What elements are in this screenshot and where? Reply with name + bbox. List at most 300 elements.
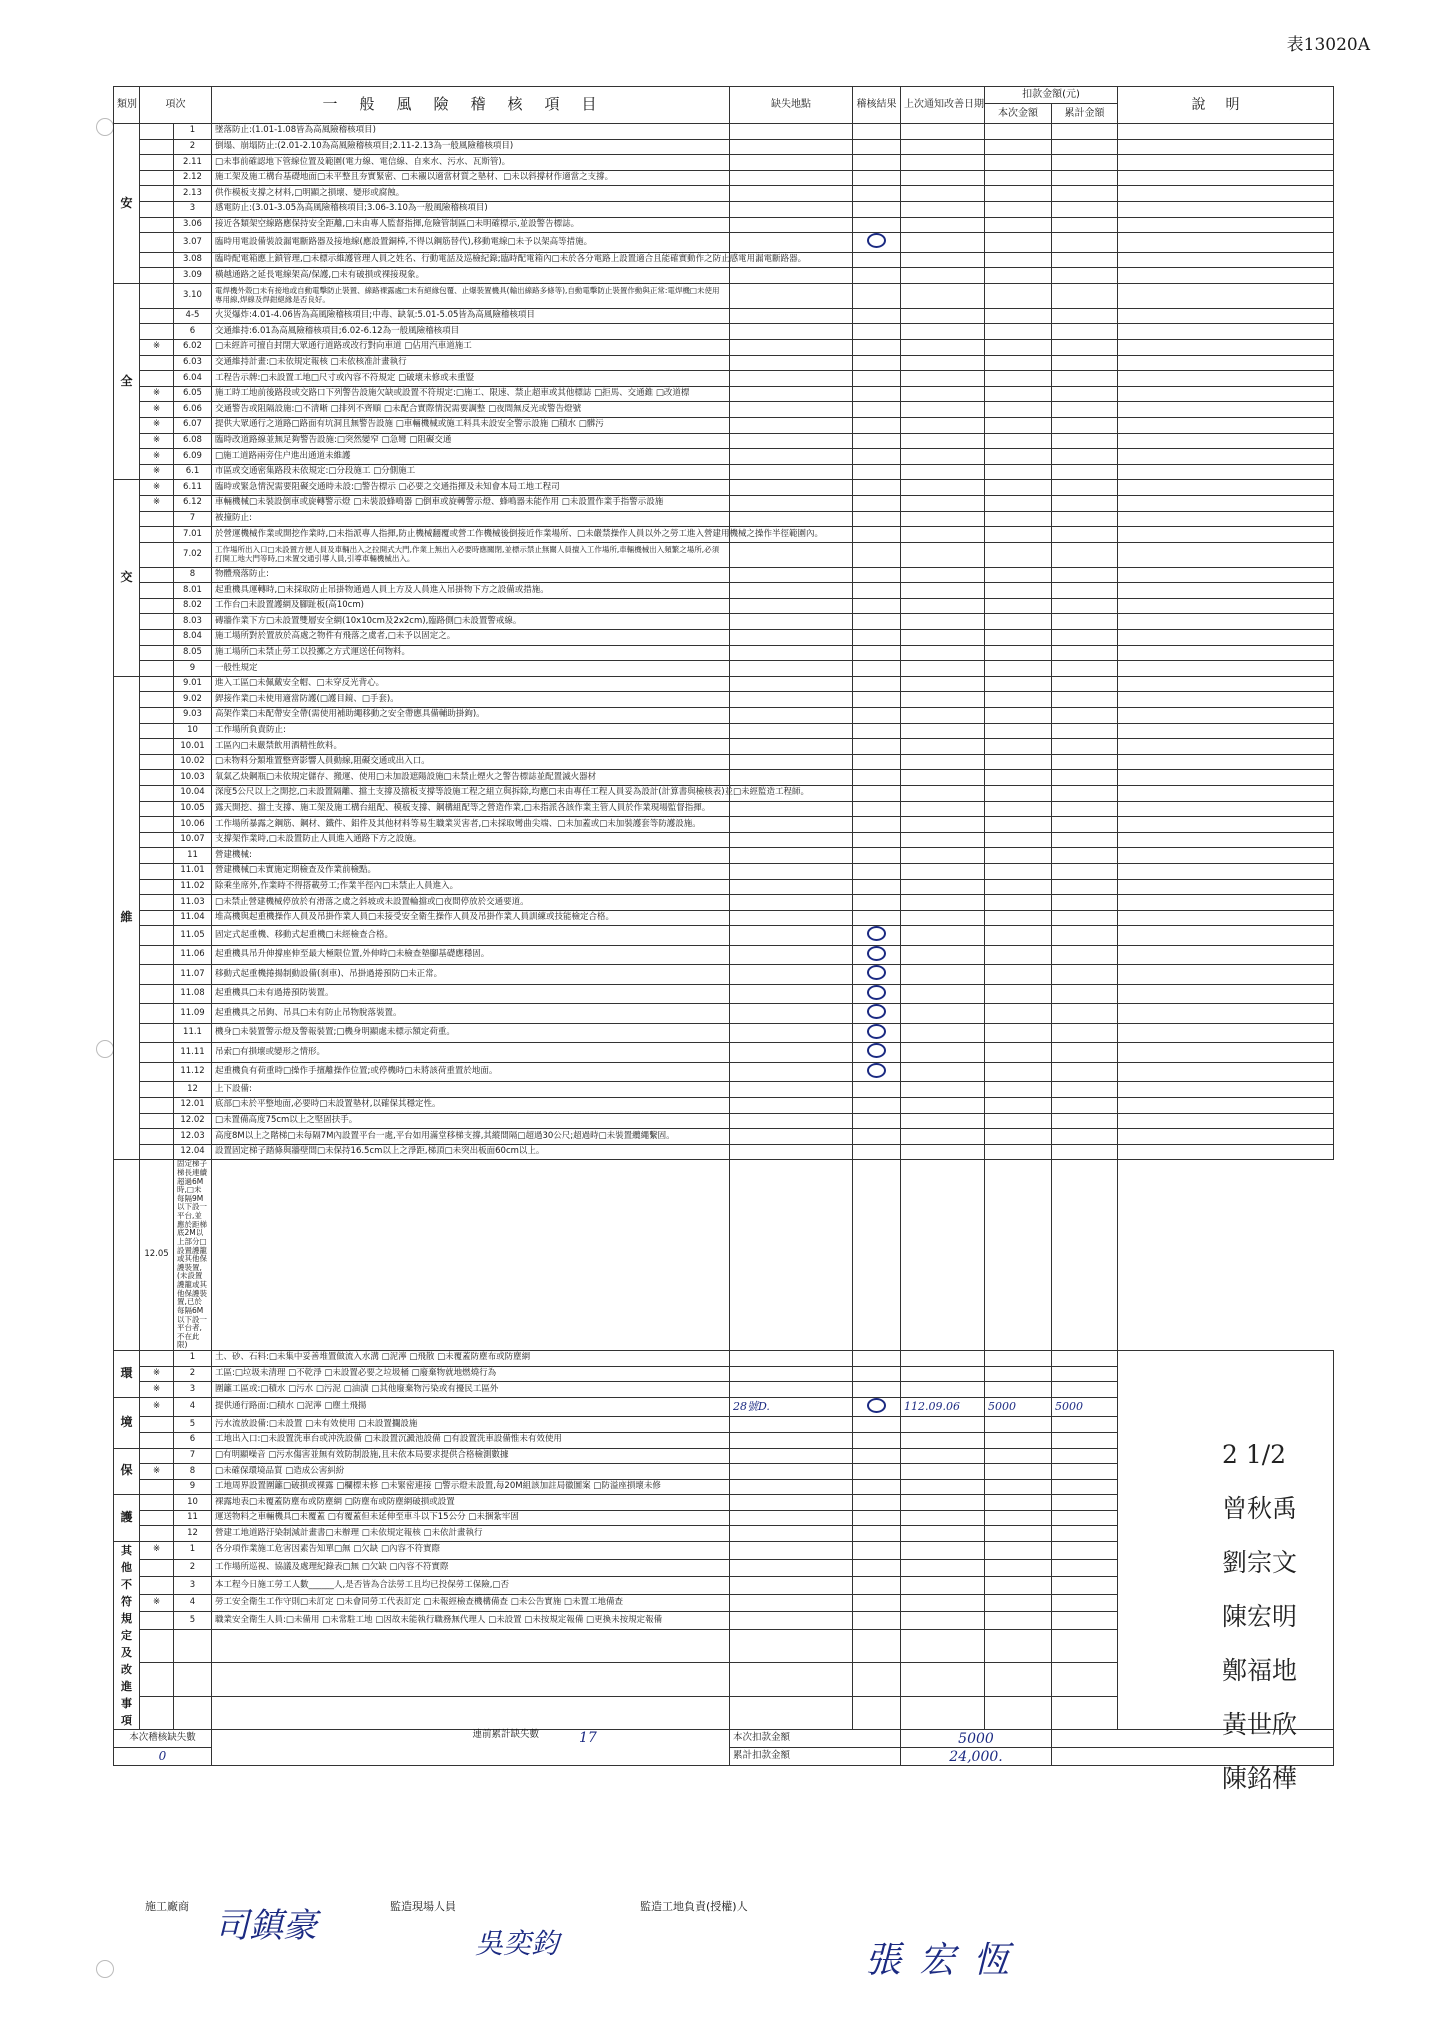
location-cell [730, 1004, 853, 1024]
item-text: 銲接作業□未使用適當防護(□護目鏡、□手套)。 [212, 692, 730, 708]
result-cell [853, 645, 901, 661]
table-row [114, 926, 1334, 946]
item-number: 3 [174, 1382, 212, 1398]
deduct-now-cell [985, 1351, 1052, 1367]
remark-cell [1118, 598, 1334, 614]
star-cell [140, 371, 174, 387]
deduct-now-cell [985, 402, 1052, 418]
circle-mark [867, 233, 886, 248]
notice-cell [901, 1144, 985, 1160]
item-text: □未禁止營建機械停放於有滑落之虞之斜坡或未設置輪擋或□夜間停放於交通要道。 [212, 895, 730, 911]
deduct-total-cell [1052, 1062, 1118, 1082]
deduct-now-cell [985, 1097, 1052, 1113]
table-row [114, 1082, 1334, 1098]
item-text: 工作場所暴露之鋼筋、鋼材、鐵件、鋁件及其他材料等易生職業災害者,□未採取彎曲尖端、□未加蓋或□未加裝護套等防護設施。 [212, 817, 730, 833]
deduct-now-cell [985, 1559, 1052, 1577]
deduct-total-cell [1052, 1696, 1118, 1729]
category-cell: 境 [114, 1397, 140, 1448]
remark-cell [1118, 708, 1334, 724]
deduct-total-cell [1052, 723, 1118, 739]
result-cell [853, 308, 901, 324]
location-cell [730, 817, 853, 833]
notice-cell [901, 1366, 985, 1382]
star-cell [140, 511, 174, 527]
item-number: 6.04 [174, 371, 212, 387]
remark-cell [1118, 308, 1334, 324]
notice-cell [901, 283, 985, 308]
star-cell [140, 739, 174, 755]
item-number: 11.09 [174, 1004, 212, 1024]
table-row [114, 945, 1334, 965]
item-number: 12.05 [140, 1160, 174, 1351]
remark-cell [1118, 283, 1334, 308]
result-cell [853, 139, 901, 155]
notice-cell [901, 598, 985, 614]
item-number [174, 1663, 212, 1696]
item-text: 工作場所負責防止: [212, 723, 730, 739]
location-cell [730, 1612, 853, 1630]
category-cell: 護 [114, 1495, 140, 1542]
item-number: 10.03 [174, 770, 212, 786]
remark-cell [1118, 692, 1334, 708]
star-cell [140, 527, 174, 543]
deduct-total-cell [1052, 371, 1118, 387]
location-cell [730, 542, 853, 567]
result-cell [853, 186, 901, 202]
item-text: 倒塌、崩塌防止:(2.01-2.10為高風險稽核項目;2.11-2.13為一般風險稽核項目) [212, 139, 730, 155]
table-row [114, 1144, 1334, 1160]
location-cell [730, 1696, 853, 1729]
deduct-now-cell [985, 1629, 1052, 1662]
result-cell [853, 583, 901, 599]
item-number: 6.03 [174, 355, 212, 371]
item-text: 深度5公尺以上之開挖,□未設置隔離、擋土支撐及擋板支撐等設施工程之組立與拆除,均應□未由專任工程人員妥為設計(計算書與檢核表)並□未經監造工程師。 [212, 785, 730, 801]
star-cell [140, 848, 174, 864]
deduct-total-cell [1052, 527, 1118, 543]
result-cell [853, 1526, 901, 1542]
deduct-now-cell [985, 1577, 1052, 1595]
circle-mark [867, 946, 886, 961]
supervisor-label: 監造現場人員 [390, 1900, 456, 1913]
notice-cell [901, 464, 985, 480]
location-cell [730, 339, 853, 355]
deduct-now-cell [985, 1612, 1052, 1630]
table-row [114, 139, 1334, 155]
star-cell [140, 723, 174, 739]
result-cell [853, 1577, 901, 1595]
item-text: 工區:□垃圾未清理 □不乾淨 □未設置必要之垃圾桶 □廢棄物就地燃燒行為 [212, 1366, 730, 1382]
location-cell [730, 355, 853, 371]
location-cell [730, 984, 853, 1004]
notice-cell [901, 1382, 985, 1398]
location-cell [730, 1464, 853, 1480]
table-row [114, 449, 1334, 465]
deduct-total-cell [1052, 754, 1118, 770]
star-cell [140, 801, 174, 817]
star-cell [140, 1062, 174, 1082]
item-text: □施工道路兩旁住户進出通道未維護 [212, 449, 730, 465]
location-cell [730, 692, 853, 708]
item-text: 起重機具運轉時,□未採取防止吊掛物通過人員上方及人員進入吊掛物下方之設備或措施。 [212, 583, 730, 599]
location-cell [730, 614, 853, 630]
star-cell [140, 233, 174, 253]
deduct-now-cell [985, 268, 1052, 284]
remark-cell [1118, 170, 1334, 186]
item-number [174, 1629, 212, 1662]
item-number: 10.07 [174, 832, 212, 848]
item-text: 施工場所對於置放於高處之物件有飛落之虞者,□未予以固定之。 [212, 630, 730, 646]
result-cell [853, 449, 901, 465]
item-text: 交通維持:6.01為高風險稽核項目;6.02-6.12為一般風險稽核項目 [212, 324, 730, 340]
table-row [114, 252, 1334, 268]
table-row [114, 324, 1334, 340]
result-cell [853, 252, 901, 268]
notice-cell [901, 708, 985, 724]
notice-cell [901, 201, 985, 217]
remark-cell [1118, 252, 1334, 268]
header-title: 一般風險稽核項目 [212, 87, 730, 124]
notice-cell [901, 252, 985, 268]
deduct-now-cell [985, 895, 1052, 911]
deduct-now-cell [985, 1663, 1052, 1696]
deduct-total-cell [1052, 785, 1118, 801]
item-text: □未經許可擅自封閉大眾通行道路或改行對向車道 □佔用汽車道施工 [212, 339, 730, 355]
remark-cell [1118, 984, 1334, 1004]
result-cell [853, 386, 901, 402]
deduct-now-cell [985, 464, 1052, 480]
result-cell [853, 1559, 901, 1577]
remark-cell [1118, 480, 1334, 496]
table-row [114, 1160, 1334, 1351]
remark-cell [1118, 630, 1334, 646]
star-cell [140, 1043, 174, 1063]
deduct-total-cell [1052, 910, 1118, 926]
circle-mark [867, 926, 886, 941]
star-cell: ※ [140, 433, 174, 449]
deduct-now-cell [985, 1495, 1052, 1511]
location-cell [730, 217, 853, 233]
star-cell [140, 308, 174, 324]
header-deduct-total: 累計金額 [1052, 104, 1118, 124]
result-cell [853, 124, 901, 140]
item-number: 3.10 [174, 283, 212, 308]
star-cell [140, 1559, 174, 1577]
result-cell [853, 339, 901, 355]
result-cell [853, 770, 901, 786]
item-text: 工地周界設置圍籬□破損或裸露 □欄標未修 □未緊密連接 □警示燈未設置,每20M組該加註局徽圖案 □防溢座損壞未修 [212, 1479, 730, 1495]
table-row [114, 217, 1334, 233]
remark-cell [1118, 832, 1334, 848]
result-cell [853, 1432, 901, 1448]
star-cell [140, 1510, 174, 1526]
notice-cell [901, 1526, 985, 1542]
result-cell [853, 1629, 901, 1662]
deduct-total-cell [1052, 583, 1118, 599]
deduct-now-cell [985, 785, 1052, 801]
item-text: 一般性規定 [212, 661, 730, 677]
notice-cell [901, 583, 985, 599]
table-row [114, 402, 1334, 418]
item-number: 11.07 [174, 965, 212, 985]
notice-cell [901, 848, 985, 864]
deduct-now-cell [985, 324, 1052, 340]
result-cell [853, 511, 901, 527]
deduct-total-cell [1052, 155, 1118, 171]
star-cell: ※ [140, 1366, 174, 1382]
category-cell: 安 [114, 124, 140, 284]
deduct-total-cell [1052, 324, 1118, 340]
deduct-now-cell [985, 708, 1052, 724]
table-row [114, 583, 1334, 599]
location-cell [730, 480, 853, 496]
star-cell [140, 1113, 174, 1129]
deduct-now-cell [985, 371, 1052, 387]
item-text: 營建工地道路汙染制減計畫書□未辦理 □未依規定報核 □未依計畫執行 [212, 1526, 730, 1542]
star-cell [140, 863, 174, 879]
star-cell [140, 1097, 174, 1113]
deduct-total-cell [1052, 417, 1118, 433]
notice-cell [901, 1004, 985, 1024]
star-cell [140, 583, 174, 599]
remark-cell [1118, 1129, 1334, 1145]
deduct-now-cell [985, 1526, 1052, 1542]
location-cell [730, 739, 853, 755]
deduct-total-cell [1052, 598, 1118, 614]
result-cell [853, 1448, 901, 1464]
remark-cell [1118, 355, 1334, 371]
star-cell: ※ [140, 449, 174, 465]
result-cell [853, 355, 901, 371]
deduct-total-cell [1052, 1663, 1118, 1696]
notice-cell [901, 1062, 985, 1082]
location-cell [730, 371, 853, 387]
location-cell [730, 1663, 853, 1696]
result-cell [853, 567, 901, 583]
item-number: 2.11 [174, 155, 212, 171]
deduct-now-cell [985, 1129, 1052, 1145]
deduct-total-cell [1052, 464, 1118, 480]
location-cell [730, 661, 853, 677]
item-number: 11.11 [174, 1043, 212, 1063]
deduct-total-cell [1052, 1526, 1118, 1542]
notice-cell [901, 1663, 985, 1696]
location-cell [730, 1129, 853, 1145]
deduct-total-cell [1052, 965, 1118, 985]
chief-signature: 張宏恆 [865, 1940, 1028, 1981]
item-text: 起重機具吊升伸撐座伸至最大極限位置,外伸時□未檢查墊腳基礎應穩固。 [212, 945, 730, 965]
result-cell [853, 371, 901, 387]
notice-cell [901, 630, 985, 646]
deduct-now-cell [985, 527, 1052, 543]
result-cell [853, 324, 901, 340]
item-number: 8.05 [174, 645, 212, 661]
star-cell [140, 1479, 174, 1495]
item-number: 12.04 [174, 1144, 212, 1160]
location-cell [730, 723, 853, 739]
item-number: 6.08 [174, 433, 212, 449]
deduct-total-cell [1052, 1023, 1118, 1043]
deduct-now-cell [985, 863, 1052, 879]
result-cell [853, 832, 901, 848]
count-now-value: 0 [114, 1748, 212, 1766]
deduct-total-cell [1052, 1448, 1118, 1464]
deduct-now-cell [901, 1160, 985, 1351]
location-cell [730, 433, 853, 449]
table-row [114, 1097, 1334, 1113]
item-number: 12.02 [174, 1113, 212, 1129]
location-cell [730, 1366, 853, 1382]
header-deduct: 扣款金額(元) [985, 87, 1118, 104]
result-cell [853, 527, 901, 543]
notice-cell [901, 371, 985, 387]
location-cell [730, 1113, 853, 1129]
remark-cell [1118, 801, 1334, 817]
remark-cell [1118, 863, 1334, 879]
deduct-now-cell [985, 1382, 1052, 1398]
item-text: 上下設備: [212, 1082, 730, 1098]
deduct-now-cell [985, 692, 1052, 708]
item-text: 機身□未裝置警示燈及警報裝置;□機身明顯處未標示額定荷重。 [212, 1023, 730, 1043]
star-cell [140, 155, 174, 171]
notice-cell [901, 124, 985, 140]
item-number: 6 [174, 1432, 212, 1448]
location-cell [730, 1023, 853, 1043]
notice-cell [901, 1023, 985, 1043]
star-cell: ※ [140, 339, 174, 355]
location-cell [730, 754, 853, 770]
item-text: □未置備高度75cm以上之堅固扶手。 [212, 1113, 730, 1129]
result-cell [853, 1663, 901, 1696]
item-number: 2 [174, 1559, 212, 1577]
item-text: 職業安全衛生人員:□未備用 □未常駐工地 □因故未能執行職務無代理人 □未設置 □未按規定報備 □更換未按規定報備 [212, 1612, 730, 1630]
table-row [114, 676, 1334, 692]
remark-cell [1118, 1082, 1334, 1098]
deduct-total-cell [1052, 692, 1118, 708]
deduct-total-cell [1052, 355, 1118, 371]
item-number: 12 [174, 1082, 212, 1098]
result-cell [853, 1612, 901, 1630]
notice-cell [901, 1129, 985, 1145]
deduct-now-cell [985, 910, 1052, 926]
result-cell [853, 926, 901, 946]
table-row [114, 480, 1334, 496]
category-cell: 保 [114, 1448, 140, 1495]
result-cell [853, 754, 901, 770]
notice-cell [901, 139, 985, 155]
location-cell [212, 1160, 730, 1351]
remark-cell [1118, 527, 1334, 543]
star-cell [140, 355, 174, 371]
item-text [212, 1629, 730, 1662]
notice-cell [901, 268, 985, 284]
item-number: 8.04 [174, 630, 212, 646]
count-prev-value: 17 [579, 1730, 597, 1747]
star-cell [140, 283, 174, 308]
deduct-total-cell [1052, 984, 1118, 1004]
deduct-total-cell [1052, 201, 1118, 217]
item-number: 12 [174, 1526, 212, 1542]
result-cell [853, 630, 901, 646]
star-cell [140, 1023, 174, 1043]
notice-cell [901, 355, 985, 371]
result-cell [853, 739, 901, 755]
item-number: 6.09 [174, 449, 212, 465]
result-cell [853, 848, 901, 864]
deduct-total-cell [1052, 879, 1118, 895]
header-result: 稽核結果 [853, 87, 901, 124]
item-number: 10.02 [174, 754, 212, 770]
result-cell [853, 598, 901, 614]
remark-cell [1118, 464, 1334, 480]
deduct-now-cell [985, 252, 1052, 268]
star-cell [140, 984, 174, 1004]
star-cell [140, 785, 174, 801]
deduct-total-cell [1052, 1351, 1118, 1367]
remark-cell [1118, 233, 1334, 253]
star-cell [140, 945, 174, 965]
star-cell: ※ [140, 402, 174, 418]
table-row [114, 708, 1334, 724]
table-row [114, 645, 1334, 661]
item-number: 7 [174, 1448, 212, 1464]
location-cell [730, 283, 853, 308]
deduct-total-cell [1052, 614, 1118, 630]
deduct-now-cell [985, 1062, 1052, 1082]
result-cell [853, 402, 901, 418]
location-cell [730, 1526, 853, 1542]
location-cell [730, 417, 853, 433]
item-number: 9 [174, 1479, 212, 1495]
item-number: 1 [174, 1542, 212, 1560]
notice-cell [901, 770, 985, 786]
notice-cell [901, 542, 985, 567]
item-text: 於營運機械作業或開挖作業時,□未指派專人指揮,防止機械翻覆或營工作機械後倒接近作業場所、□未嚴禁操作人員以外之勞工進入營建用機械之操作半徑範圍內。 [212, 527, 730, 543]
result-cell [853, 464, 901, 480]
deduct-total-cell [1052, 433, 1118, 449]
item-text: 施工架及施工構台基礎地面□未平整且夯實緊密、□未襯以適當材質之墊材、□未以斜撐材作適當之支撐。 [212, 170, 730, 186]
deduct-now-cell [985, 567, 1052, 583]
header-notice: 上次通知改善日期 [901, 87, 985, 124]
notice-cell [853, 1160, 901, 1351]
location-cell [730, 1097, 853, 1113]
result-cell [853, 984, 901, 1004]
notice-cell [901, 895, 985, 911]
location-cell [730, 645, 853, 661]
count-prev-label: 連前累計缺失數 [472, 1729, 539, 1741]
notice-cell [901, 155, 985, 171]
star-cell: ※ [140, 1397, 174, 1417]
item-text: 臨時改道路線並無足夠警告設施:□突然變窄 □急彎 □阻礙交通 [212, 433, 730, 449]
deduct-now-cell [985, 676, 1052, 692]
deduct-now-cell [985, 1417, 1052, 1433]
remark-cell [1118, 417, 1334, 433]
location-cell [730, 1629, 853, 1662]
result-cell [853, 863, 901, 879]
star-cell [140, 201, 174, 217]
star-cell [140, 186, 174, 202]
location-cell [730, 1043, 853, 1063]
deduct-total-cell [1052, 124, 1118, 140]
item-text: 土、砂、石料:□未集中妥善堆置做流入水溝 □泥濘 □飛散 □未覆蓋防塵布或防塵網 [212, 1351, 730, 1367]
table-row [114, 1113, 1334, 1129]
remark-cell [1118, 1043, 1334, 1063]
item-number: 12.03 [174, 1129, 212, 1145]
deduct-total-cell [1052, 832, 1118, 848]
deduct-total-cell [1052, 1432, 1118, 1448]
item-number: 3.09 [174, 268, 212, 284]
deduct-now-cell [985, 1113, 1052, 1129]
deduct-now-cell [985, 1594, 1052, 1612]
